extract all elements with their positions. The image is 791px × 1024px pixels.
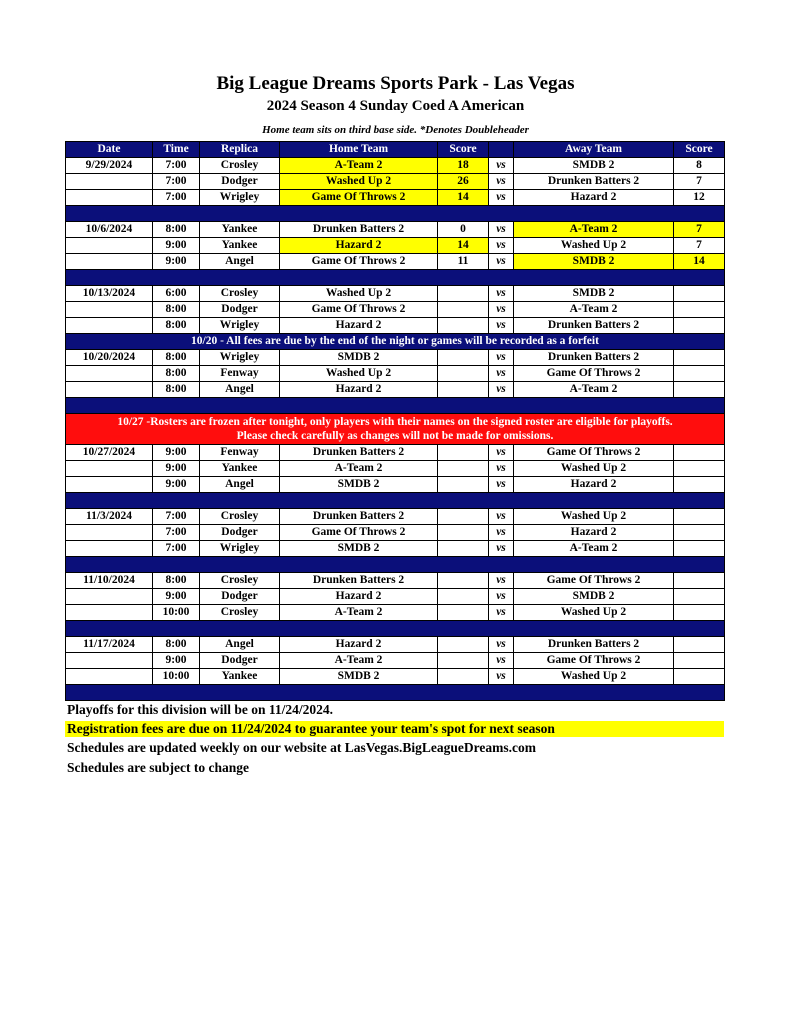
home-score bbox=[438, 382, 489, 398]
game-replica: Crosley bbox=[200, 286, 280, 302]
vs-label: vs bbox=[489, 318, 514, 334]
game-date bbox=[66, 461, 153, 477]
game-row bbox=[66, 350, 725, 366]
game-replica: Dodger bbox=[200, 653, 280, 669]
vs-label: vs bbox=[489, 254, 514, 270]
home-team: A-Team 2 bbox=[280, 158, 438, 174]
away-score bbox=[674, 286, 725, 302]
roster-alert bbox=[66, 414, 725, 445]
game-date bbox=[66, 541, 153, 557]
home-score bbox=[438, 366, 489, 382]
game-time: 10:00 bbox=[153, 605, 200, 621]
game-time: 8:00 bbox=[153, 573, 200, 589]
game-time: 9:00 bbox=[153, 477, 200, 493]
game-time: 9:00 bbox=[153, 461, 200, 477]
away-score bbox=[674, 669, 725, 685]
game-replica: Dodger bbox=[200, 302, 280, 318]
header-home-score: Score bbox=[438, 142, 489, 158]
vs-label: vs bbox=[489, 238, 514, 254]
away-team: Drunken Batters 2 bbox=[514, 637, 674, 653]
game-time: 8:00 bbox=[153, 637, 200, 653]
home-score: 26 bbox=[438, 174, 489, 190]
header-time: Time bbox=[153, 142, 200, 158]
away-team: Drunken Batters 2 bbox=[514, 174, 674, 190]
away-score bbox=[674, 382, 725, 398]
away-team: Washed Up 2 bbox=[514, 238, 674, 254]
home-team: Drunken Batters 2 bbox=[280, 509, 438, 525]
away-team: Washed Up 2 bbox=[514, 605, 674, 621]
playoffs-note: Playoffs for this division will be on 11/24/2024. bbox=[67, 702, 334, 717]
vs-label: vs bbox=[489, 653, 514, 669]
game-date bbox=[66, 238, 153, 254]
week-separator bbox=[66, 206, 725, 222]
away-score bbox=[674, 573, 725, 589]
vs-label: vs bbox=[489, 605, 514, 621]
page-title: Big League Dreams Sports Park - Las Vegas bbox=[216, 73, 575, 94]
away-team: SMDB 2 bbox=[514, 158, 674, 174]
week-separator bbox=[66, 557, 725, 573]
registration-note: Registration fees are due on 11/24/2024 to guarantee your team's spot for next season bbox=[65, 721, 724, 737]
week-separator bbox=[66, 398, 725, 414]
game-replica: Crosley bbox=[200, 573, 280, 589]
game-time: 7:00 bbox=[153, 541, 200, 557]
game-row bbox=[66, 477, 725, 493]
home-score bbox=[438, 589, 489, 605]
away-score: 12 bbox=[674, 190, 725, 206]
game-row bbox=[66, 286, 725, 302]
game-row bbox=[66, 222, 725, 238]
game-date bbox=[66, 174, 153, 190]
vs-label: vs bbox=[489, 525, 514, 541]
vs-label: vs bbox=[489, 350, 514, 366]
roster-alert-row bbox=[66, 414, 725, 445]
game-row bbox=[66, 589, 725, 605]
home-score bbox=[438, 461, 489, 477]
fees-notice-row bbox=[66, 334, 725, 350]
game-time: 8:00 bbox=[153, 350, 200, 366]
game-replica: Fenway bbox=[200, 445, 280, 461]
home-team: SMDB 2 bbox=[280, 669, 438, 685]
away-team: SMDB 2 bbox=[514, 254, 674, 270]
game-date bbox=[66, 190, 153, 206]
home-team: SMDB 2 bbox=[280, 350, 438, 366]
away-team: Drunken Batters 2 bbox=[514, 350, 674, 366]
subject-to-change-note: Schedules are subject to change bbox=[67, 760, 249, 775]
game-date: 10/20/2024 bbox=[66, 350, 153, 366]
home-score bbox=[438, 318, 489, 334]
away-score: 7 bbox=[674, 174, 725, 190]
home-team: SMDB 2 bbox=[280, 477, 438, 493]
home-score bbox=[438, 637, 489, 653]
away-score bbox=[674, 350, 725, 366]
away-score bbox=[674, 477, 725, 493]
away-score bbox=[674, 461, 725, 477]
vs-label: vs bbox=[489, 366, 514, 382]
away-score: 7 bbox=[674, 222, 725, 238]
schedule-table bbox=[65, 141, 725, 701]
game-replica: Yankee bbox=[200, 222, 280, 238]
vs-label: vs bbox=[489, 509, 514, 525]
game-row bbox=[66, 637, 725, 653]
home-score bbox=[438, 477, 489, 493]
game-time: 9:00 bbox=[153, 445, 200, 461]
away-team: Washed Up 2 bbox=[514, 509, 674, 525]
game-time: 7:00 bbox=[153, 190, 200, 206]
week-separator bbox=[66, 685, 725, 701]
game-row bbox=[66, 605, 725, 621]
vs-label: vs bbox=[489, 669, 514, 685]
header-date: Date bbox=[66, 142, 153, 158]
game-replica: Yankee bbox=[200, 461, 280, 477]
game-row bbox=[66, 445, 725, 461]
game-date bbox=[66, 254, 153, 270]
home-score bbox=[438, 445, 489, 461]
away-score bbox=[674, 445, 725, 461]
vs-label: vs bbox=[489, 461, 514, 477]
vs-label: vs bbox=[489, 589, 514, 605]
game-date: 10/27/2024 bbox=[66, 445, 153, 461]
game-date bbox=[66, 653, 153, 669]
game-replica: Wrigley bbox=[200, 350, 280, 366]
home-team: Drunken Batters 2 bbox=[280, 445, 438, 461]
vs-label: vs bbox=[489, 573, 514, 589]
away-score bbox=[674, 366, 725, 382]
home-team: Game Of Throws 2 bbox=[280, 190, 438, 206]
home-team: Hazard 2 bbox=[280, 318, 438, 334]
game-row bbox=[66, 190, 725, 206]
fees-notice: 10/20 - All fees are due by the end of the night or games will be recorded as a forfeit bbox=[66, 334, 725, 350]
home-team-note: Home team sits on third base side. *Denotes Doubleheader bbox=[262, 124, 529, 136]
game-replica: Yankee bbox=[200, 238, 280, 254]
game-row bbox=[66, 669, 725, 685]
week-separator bbox=[66, 621, 725, 637]
game-replica: Wrigley bbox=[200, 190, 280, 206]
game-replica: Crosley bbox=[200, 605, 280, 621]
game-date: 11/10/2024 bbox=[66, 573, 153, 589]
away-team: A-Team 2 bbox=[514, 222, 674, 238]
game-row bbox=[66, 509, 725, 525]
game-replica: Crosley bbox=[200, 509, 280, 525]
away-team: Hazard 2 bbox=[514, 525, 674, 541]
game-time: 8:00 bbox=[153, 366, 200, 382]
home-score: 14 bbox=[438, 190, 489, 206]
home-score: 11 bbox=[438, 254, 489, 270]
home-team: Washed Up 2 bbox=[280, 174, 438, 190]
vs-label: vs bbox=[489, 445, 514, 461]
home-score bbox=[438, 286, 489, 302]
home-score bbox=[438, 350, 489, 366]
game-time: 9:00 bbox=[153, 589, 200, 605]
game-date bbox=[66, 318, 153, 334]
game-replica: Angel bbox=[200, 637, 280, 653]
home-score bbox=[438, 302, 489, 318]
game-date: 9/29/2024 bbox=[66, 158, 153, 174]
game-row bbox=[66, 158, 725, 174]
separator-cell bbox=[66, 621, 725, 637]
game-date: 10/6/2024 bbox=[66, 222, 153, 238]
away-score bbox=[674, 605, 725, 621]
home-team: SMDB 2 bbox=[280, 541, 438, 557]
game-replica: Wrigley bbox=[200, 541, 280, 557]
away-score bbox=[674, 637, 725, 653]
game-row bbox=[66, 573, 725, 589]
vs-label: vs bbox=[489, 158, 514, 174]
home-team: Drunken Batters 2 bbox=[280, 573, 438, 589]
game-row bbox=[66, 541, 725, 557]
header-away-score: Score bbox=[674, 142, 725, 158]
home-score bbox=[438, 573, 489, 589]
header-row bbox=[66, 142, 725, 158]
home-team: Hazard 2 bbox=[280, 589, 438, 605]
game-replica: Dodger bbox=[200, 174, 280, 190]
game-row bbox=[66, 238, 725, 254]
separator-cell bbox=[66, 493, 725, 509]
away-score bbox=[674, 653, 725, 669]
away-score bbox=[674, 509, 725, 525]
week-separator bbox=[66, 493, 725, 509]
roster-alert-line2: Please check carefully as changes will not be made for omissions. bbox=[236, 430, 554, 442]
home-team: Game Of Throws 2 bbox=[280, 525, 438, 541]
vs-label: vs bbox=[489, 637, 514, 653]
home-score bbox=[438, 509, 489, 525]
game-date bbox=[66, 589, 153, 605]
home-score bbox=[438, 653, 489, 669]
away-team: Washed Up 2 bbox=[514, 669, 674, 685]
away-score bbox=[674, 589, 725, 605]
game-replica: Wrigley bbox=[200, 318, 280, 334]
game-row bbox=[66, 461, 725, 477]
game-replica: Dodger bbox=[200, 525, 280, 541]
game-date bbox=[66, 669, 153, 685]
away-team: Hazard 2 bbox=[514, 190, 674, 206]
home-team: Game Of Throws 2 bbox=[280, 302, 438, 318]
game-time: 9:00 bbox=[153, 238, 200, 254]
home-score bbox=[438, 605, 489, 621]
separator-cell bbox=[66, 270, 725, 286]
game-date bbox=[66, 382, 153, 398]
game-replica: Dodger bbox=[200, 589, 280, 605]
game-time: 10:00 bbox=[153, 669, 200, 685]
header-home-team: Home Team bbox=[280, 142, 438, 158]
home-score bbox=[438, 669, 489, 685]
home-score bbox=[438, 525, 489, 541]
separator-cell bbox=[66, 206, 725, 222]
game-row bbox=[66, 174, 725, 190]
home-score bbox=[438, 541, 489, 557]
game-date bbox=[66, 366, 153, 382]
vs-label: vs bbox=[489, 190, 514, 206]
away-team: A-Team 2 bbox=[514, 302, 674, 318]
schedule-body bbox=[66, 158, 725, 701]
game-row bbox=[66, 525, 725, 541]
game-row bbox=[66, 318, 725, 334]
home-team: Washed Up 2 bbox=[280, 286, 438, 302]
away-team: Washed Up 2 bbox=[514, 461, 674, 477]
separator-cell bbox=[66, 557, 725, 573]
home-team: Game Of Throws 2 bbox=[280, 254, 438, 270]
game-time: 8:00 bbox=[153, 382, 200, 398]
away-score: 14 bbox=[674, 254, 725, 270]
website-note: Schedules are updated weekly on our website at LasVegas.BigLeagueDreams.com bbox=[67, 740, 537, 755]
game-replica: Angel bbox=[200, 254, 280, 270]
away-team: Hazard 2 bbox=[514, 477, 674, 493]
away-score: 7 bbox=[674, 238, 725, 254]
game-time: 8:00 bbox=[153, 222, 200, 238]
game-time: 7:00 bbox=[153, 509, 200, 525]
away-team: Game Of Throws 2 bbox=[514, 366, 674, 382]
away-team: Game Of Throws 2 bbox=[514, 445, 674, 461]
game-date bbox=[66, 605, 153, 621]
game-replica: Fenway bbox=[200, 366, 280, 382]
game-time: 6:00 bbox=[153, 286, 200, 302]
vs-label: vs bbox=[489, 174, 514, 190]
roster-alert-line1: 10/27 -Rosters are frozen after tonight, only players with their names on the signed roster are eligible for playoffs. bbox=[117, 416, 673, 428]
away-team: Game Of Throws 2 bbox=[514, 653, 674, 669]
game-time: 8:00 bbox=[153, 302, 200, 318]
away-team: SMDB 2 bbox=[514, 589, 674, 605]
away-score bbox=[674, 541, 725, 557]
game-time: 9:00 bbox=[153, 653, 200, 669]
page-subtitle: 2024 Season 4 Sunday Coed A American bbox=[266, 98, 525, 114]
game-row bbox=[66, 254, 725, 270]
home-team: A-Team 2 bbox=[280, 653, 438, 669]
home-team: A-Team 2 bbox=[280, 461, 438, 477]
separator-cell bbox=[66, 685, 725, 701]
home-team: Hazard 2 bbox=[280, 382, 438, 398]
vs-label: vs bbox=[489, 541, 514, 557]
game-date bbox=[66, 525, 153, 541]
game-row bbox=[66, 302, 725, 318]
game-date bbox=[66, 302, 153, 318]
separator-cell bbox=[66, 398, 725, 414]
vs-label: vs bbox=[489, 477, 514, 493]
home-score: 0 bbox=[438, 222, 489, 238]
game-replica: Yankee bbox=[200, 669, 280, 685]
game-date: 11/3/2024 bbox=[66, 509, 153, 525]
vs-label: vs bbox=[489, 302, 514, 318]
game-time: 9:00 bbox=[153, 254, 200, 270]
home-team: Hazard 2 bbox=[280, 238, 438, 254]
home-team: Washed Up 2 bbox=[280, 366, 438, 382]
away-team: Drunken Batters 2 bbox=[514, 318, 674, 334]
game-date bbox=[66, 477, 153, 493]
header-replica: Replica bbox=[200, 142, 280, 158]
game-replica: Angel bbox=[200, 382, 280, 398]
game-date: 10/13/2024 bbox=[66, 286, 153, 302]
vs-label: vs bbox=[489, 382, 514, 398]
away-score bbox=[674, 318, 725, 334]
home-score: 18 bbox=[438, 158, 489, 174]
away-score bbox=[674, 302, 725, 318]
away-team: A-Team 2 bbox=[514, 382, 674, 398]
game-time: 7:00 bbox=[153, 158, 200, 174]
away-score: 8 bbox=[674, 158, 725, 174]
game-row bbox=[66, 366, 725, 382]
game-date: 11/17/2024 bbox=[66, 637, 153, 653]
game-row bbox=[66, 382, 725, 398]
home-team: Drunken Batters 2 bbox=[280, 222, 438, 238]
game-row bbox=[66, 653, 725, 669]
header-away-team: Away Team bbox=[514, 142, 674, 158]
home-team: A-Team 2 bbox=[280, 605, 438, 621]
vs-label: vs bbox=[489, 222, 514, 238]
game-time: 8:00 bbox=[153, 318, 200, 334]
game-time: 7:00 bbox=[153, 525, 200, 541]
week-separator bbox=[66, 270, 725, 286]
home-team: Hazard 2 bbox=[280, 637, 438, 653]
vs-label: vs bbox=[489, 286, 514, 302]
header-vs bbox=[489, 142, 514, 158]
game-time: 7:00 bbox=[153, 174, 200, 190]
game-replica: Crosley bbox=[200, 158, 280, 174]
away-team: SMDB 2 bbox=[514, 286, 674, 302]
away-team: A-Team 2 bbox=[514, 541, 674, 557]
home-score: 14 bbox=[438, 238, 489, 254]
away-team: Game Of Throws 2 bbox=[514, 573, 674, 589]
away-score bbox=[674, 525, 725, 541]
game-replica: Angel bbox=[200, 477, 280, 493]
